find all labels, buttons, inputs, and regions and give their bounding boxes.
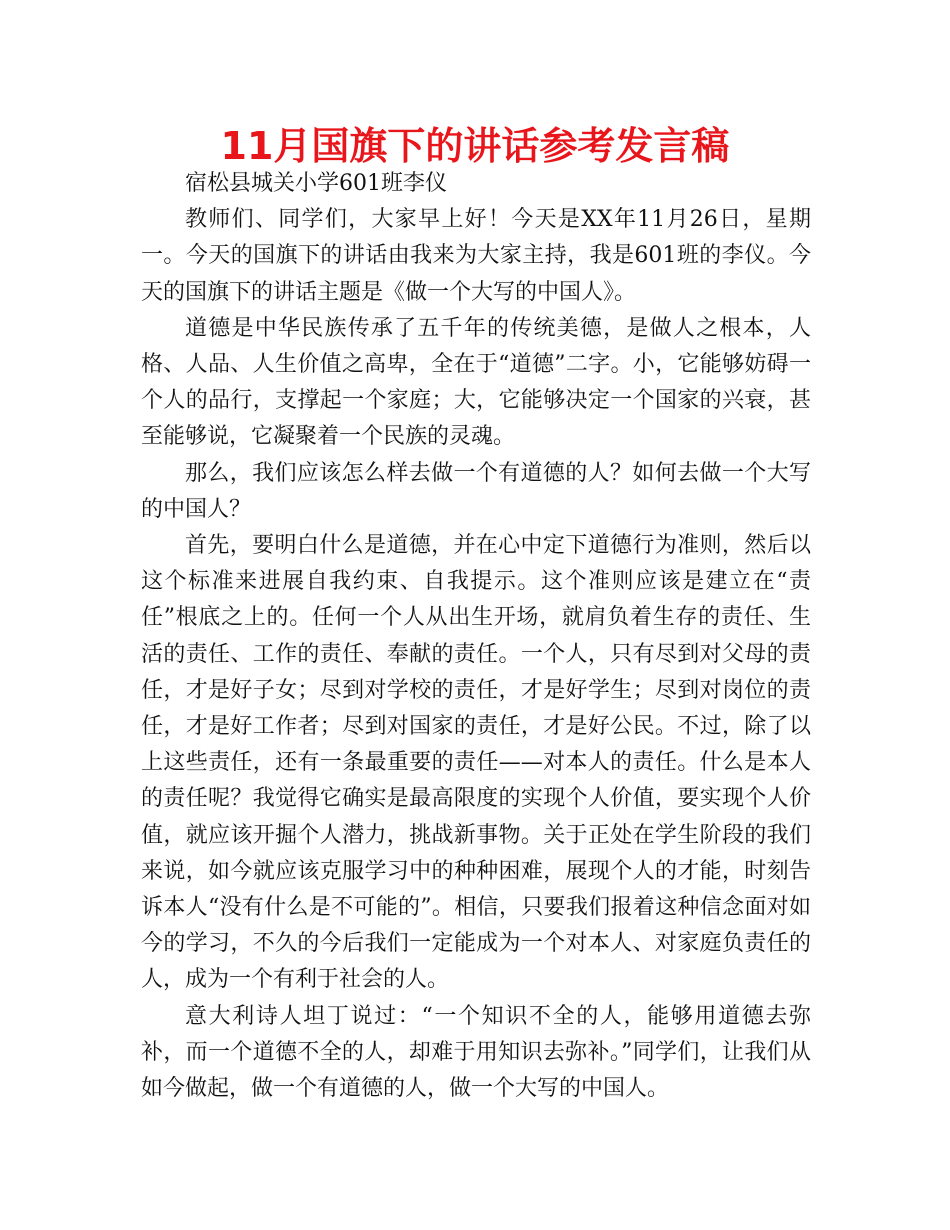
document-body: [141, 166, 811, 1107]
paragraph-2: 道德是中华民族传承了五千年的传统美德，是做人之根本，人格、人品、人生价值之高卑，全在于“道德”二字。小，它能够妨碍一个人的品行，支撑起一个家庭；大，它能够决定一个国家的兴衰，甚至能够说，它凝聚着一个民族的灵魂。: [141, 315, 811, 450]
paragraph-1: 教师们、同学们，大家早上好！今天是XX年11月26日，星期一。今天的国旗下的讲话由我来为大家主持，我是601班的李仪。今天的国旗下的讲话主题是《做一个大写的中国人》。: [141, 207, 811, 305]
document-title: 11月国旗下的讲话参考发言稿: [220, 124, 730, 168]
paragraph-4: 首先，要明白什么是道德，并在心中定下道德行为准则，然后以这个标准来进展自我约束、自我提示。这个准则应该是建立在“责任”根底之上的。任何一个人从出生开场，就肩负着生存的责任、生活的责任、工作的责任、奉献的责任。一个人，只有尽到对父母的责任，才是好子女；尽到对学校的责任，才是好学生；尽到对岗位的责任，才是好工作者；尽到对国家的责任，才是好公民。不过，除了以上这些责任，还有一条最重要的责任——对本人的责任。什么是本人的责任呢？我觉得它确实是最高限度的实现个人价值，要实现个人价值，就应该开掘个人潜力，挑战新事物。关于正处在学生阶段的我们来说，如今就应该克服学习中的种种困难，展现个人的才能，时刻告诉本人“没有什么是不可能的”。相信，只要我们报着这种信念面对如今的学习，不久的今后我们一定能成为一个对本人、对家庭负责任的人，成为一个有利于社会的人。: [141, 533, 811, 993]
paragraph-3: 那么，我们应该怎么样去做一个有道德的人？如何去做一个大写的中国人？: [141, 460, 811, 522]
author-line: 宿松县城关小学601班李仪: [185, 171, 447, 196]
paragraph-5: 意大利诗人坦丁说过：“一个知识不全的人，能够用道德去弥补，而一个道德不全的人，却难于用知识去弥补。”同学们，让我们从如今做起，做一个有道德的人，做一个大写的中国人。: [141, 1003, 811, 1102]
